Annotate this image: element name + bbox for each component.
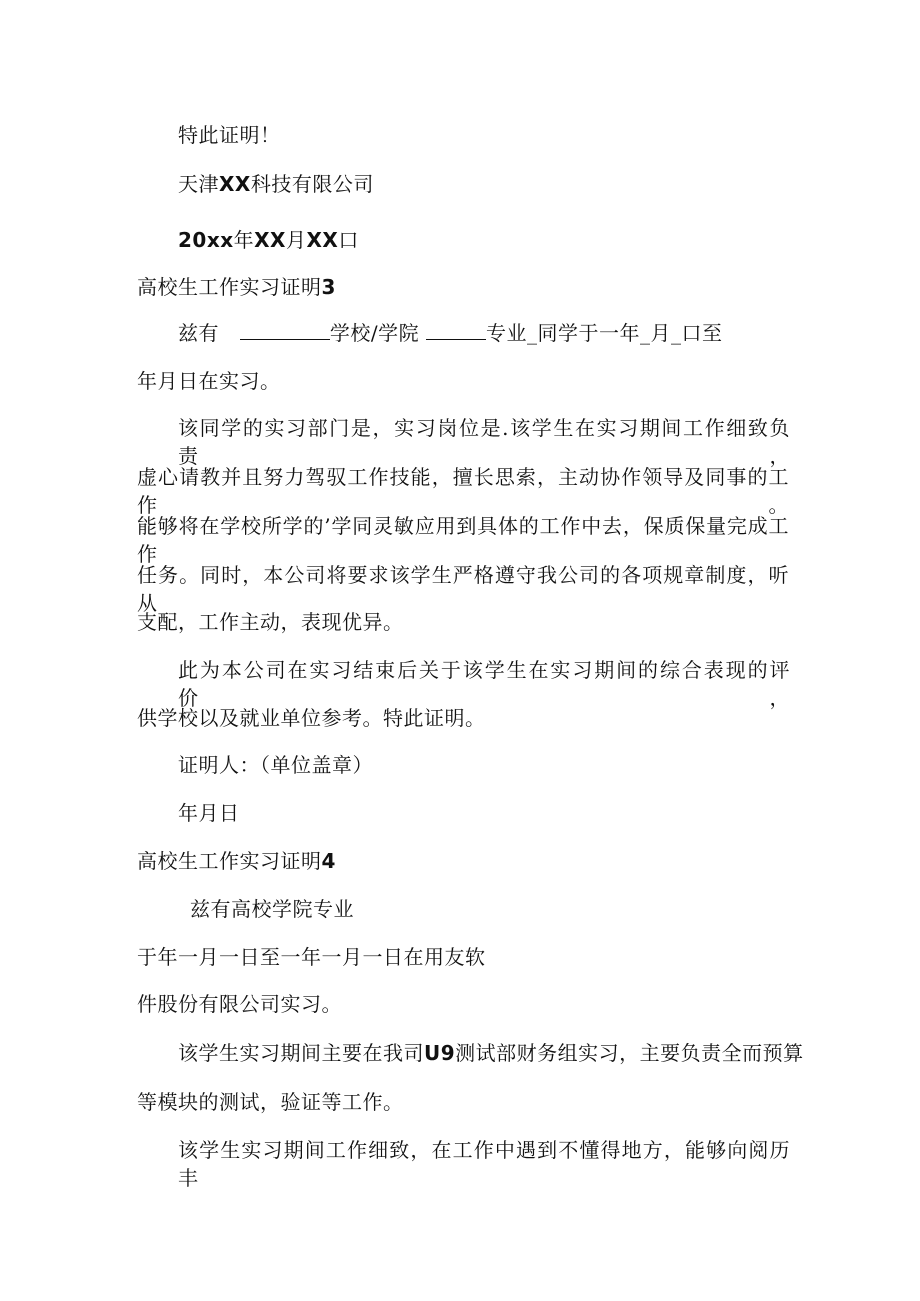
cert4-line2: 于年一月一日至一年一月一日在用友软 (137, 945, 486, 969)
cert4-line1: 兹有高校学院专业 (190, 897, 354, 921)
cert3-title: 高校生工作实习证明3 (137, 275, 336, 299)
major-blank (426, 319, 486, 340)
cert4-para1-line1: 该学生实习期间主要在我司U9测试部财务组实习，主要负责全而预算 (178, 1041, 804, 1065)
cert3-certifier: 证明人：（单位盖章） (178, 753, 373, 777)
cert3-para1-line3: 能够将在学校所学的’学同灵敏应用到具体的工作中去，保质保量完成工作 (137, 514, 789, 566)
company-name: 天津XX科技有限公司 (178, 172, 374, 196)
cert3-para1-line5: 支配，工作主动，表现优异。 (137, 610, 404, 634)
closing-statement: 特此证明！ (178, 123, 281, 147)
cert3-para1-line2: 虚心请教并且努力驾驭工作技能，擅长思索，主动协作领导及同事的工作。 (137, 465, 789, 517)
cert3-line1-c: 专业_同学于一年_月_口至 (485, 321, 723, 345)
cert3-para1-line4: 任务。同时，本公司将要求该学生严格遵守我公司的各项规章制度，听从 (137, 563, 789, 615)
cert4-para1-line2: 等模块的测试，验证等工作。 (137, 1090, 404, 1114)
cert3-para2-line2: 供学校以及就业单位参考。特此证明。 (137, 706, 486, 730)
cert3-line1 (178, 319, 722, 347)
cert3-para2-line1: 此为本公司在实习结束后关于该学生在实习期间的综合表现的评价， (178, 658, 790, 710)
school-blank (240, 319, 330, 340)
cert3-line1-b: 学校/学院 (329, 321, 420, 345)
cert3-line1-a: 兹有 (178, 321, 219, 345)
cert4-line3: 件股份有限公司实习。 (137, 992, 342, 1016)
cert3-line2: 年月日在实习。 (137, 369, 281, 393)
cert4-para2-line1: 该学生实习期间工作细致，在工作中遇到不懂得地方，能够向阅历丰 (178, 1138, 790, 1190)
cert4-title: 高校生工作实习证明4 (137, 849, 336, 873)
cert3-date: 年月日 (178, 801, 240, 825)
issue-date: 20xx年XX月XX口 (178, 228, 359, 252)
cert3-para1-line1: 该同学的实习部门是，实习岗位是.该学生在实习期间工作细致负责， (178, 416, 790, 468)
